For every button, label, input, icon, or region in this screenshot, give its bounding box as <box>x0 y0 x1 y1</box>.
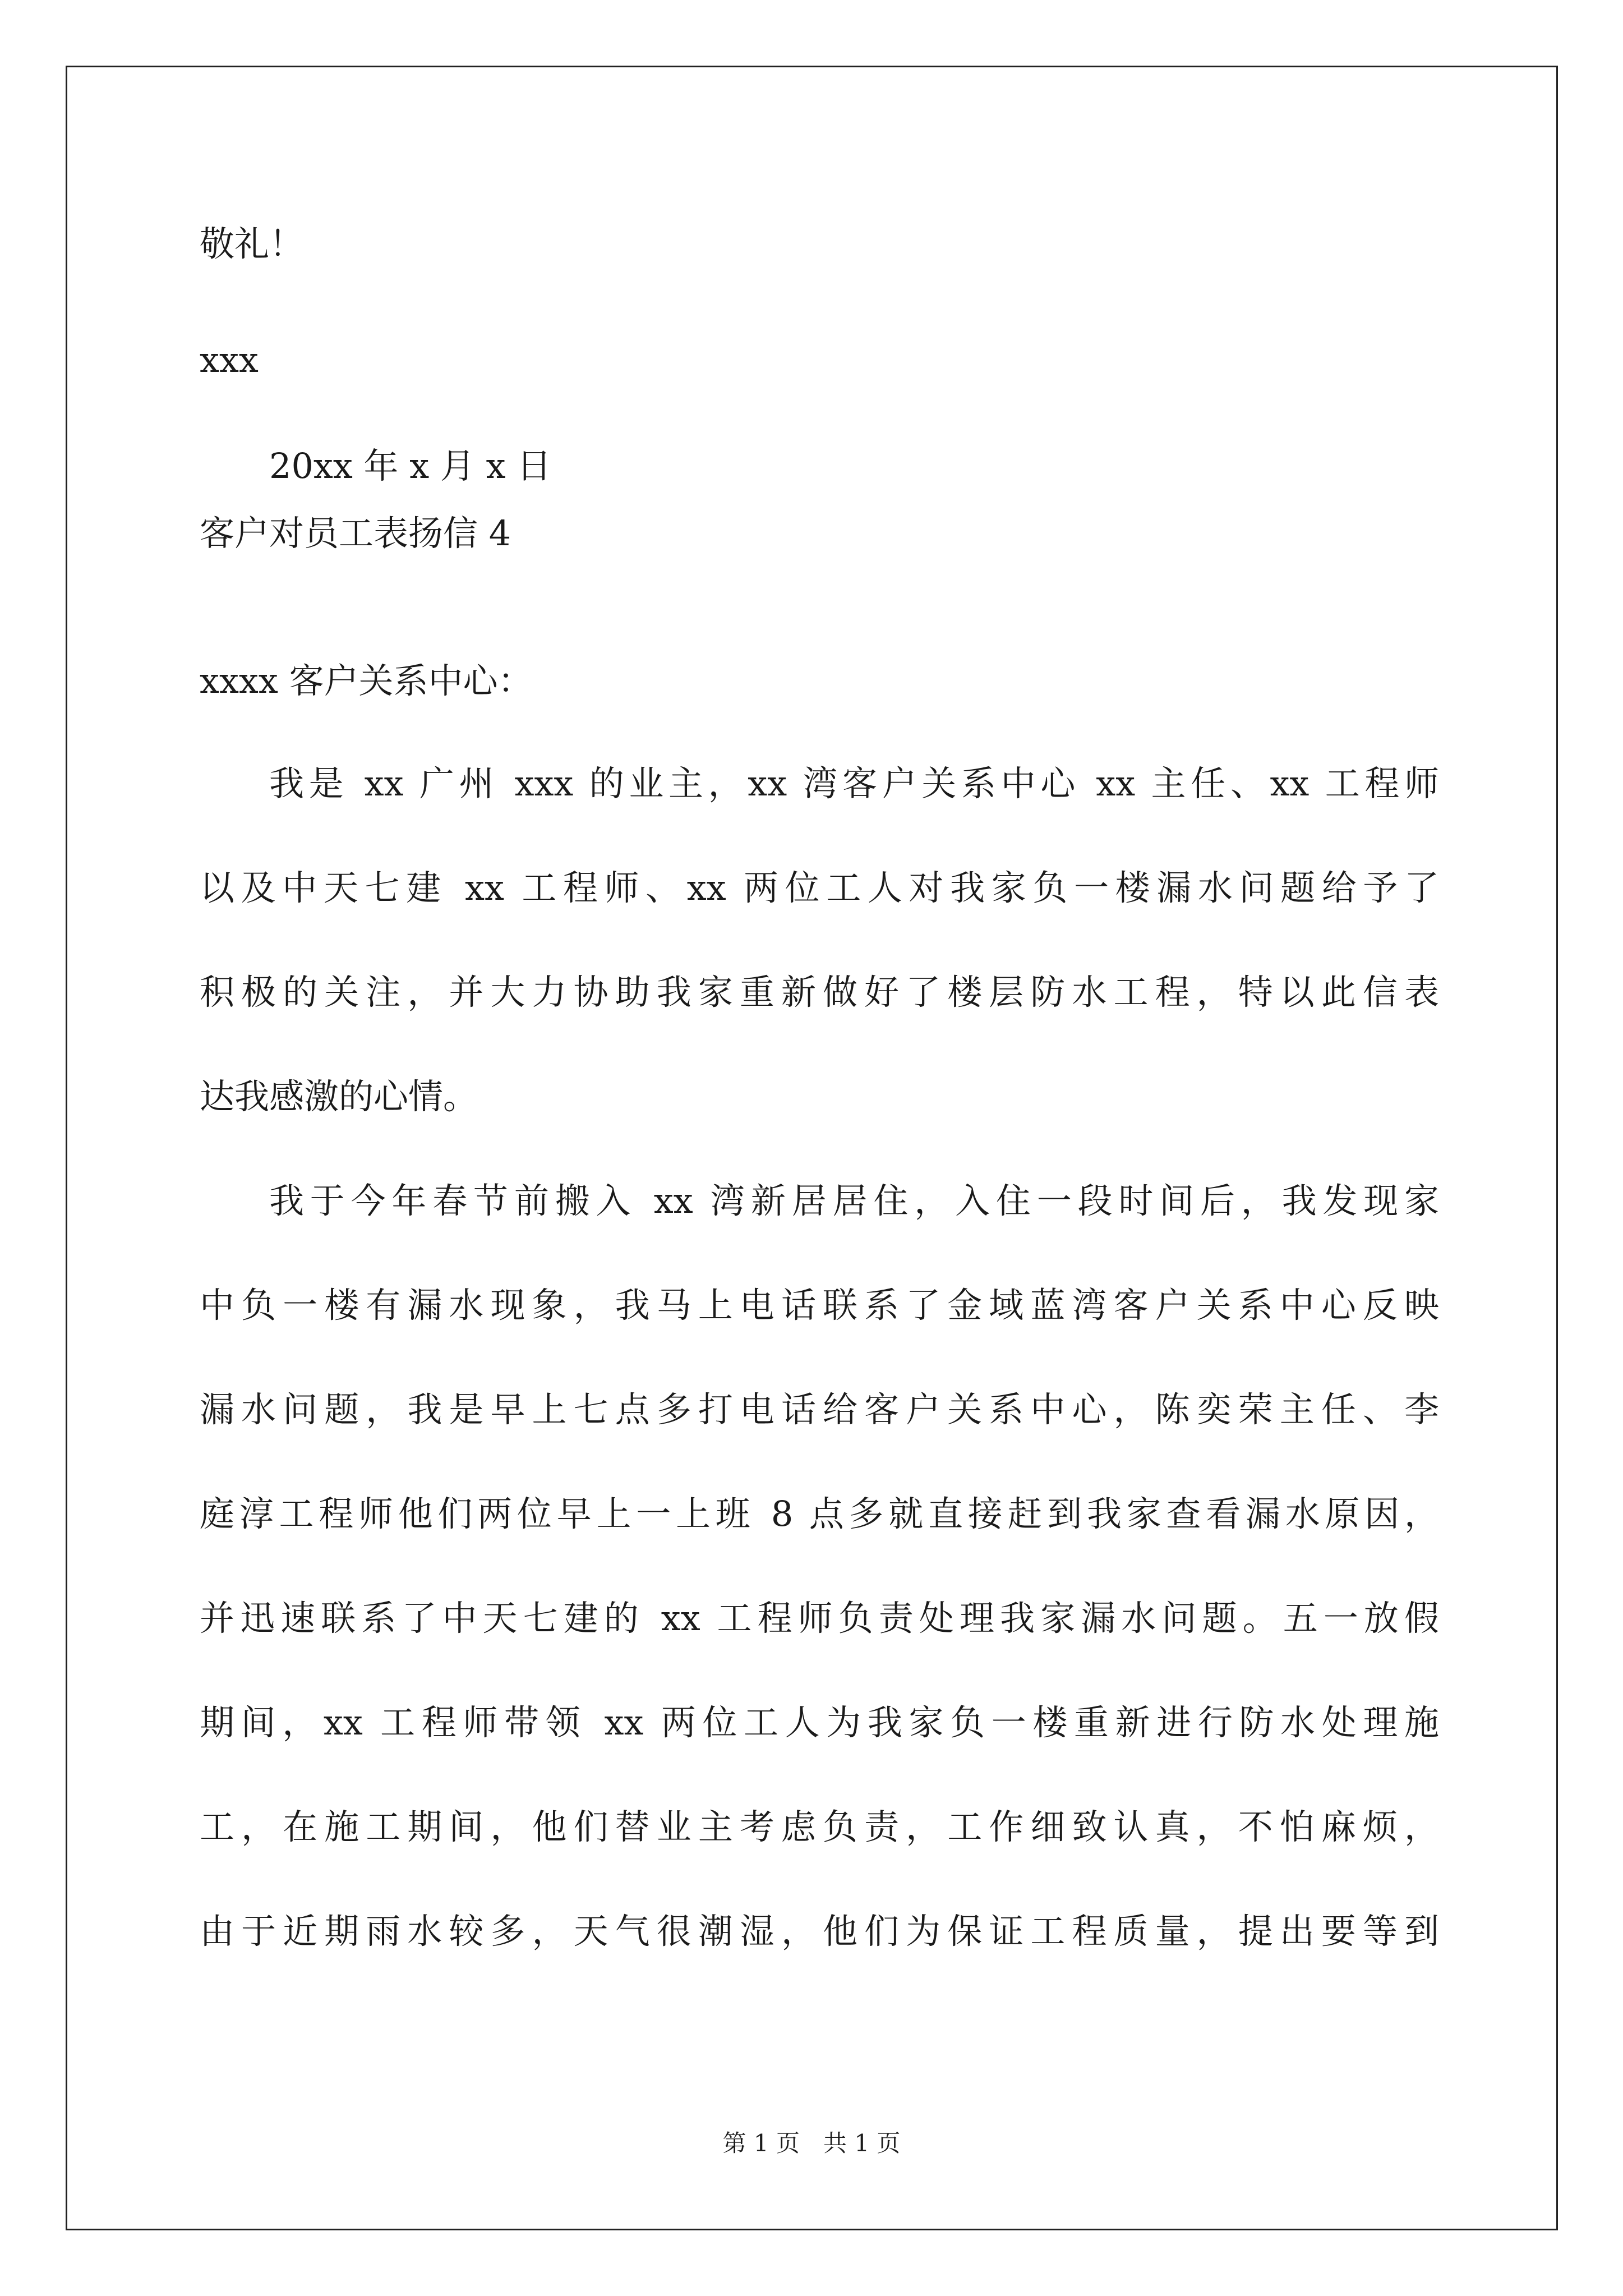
paragraph-2-line-2: 中负一楼有漏水现象，我马上电话联系了金域蓝湾客户关系中心反映 <box>200 1285 1439 1326</box>
paragraph-2-line-3: 漏水问题，我是早上七点多打电话给客户关系中心，陈奕荣主任、李 <box>200 1389 1439 1430</box>
letter-date: 20xx 年 x 月 x 日 <box>269 445 552 486</box>
paragraph-1-line-4: 达我感激的心情。 <box>200 1076 478 1117</box>
section-title: 客户对员工表扬信 4 <box>200 513 511 554</box>
paragraph-1-line-1: 我是 xx 广州 xxx 的业主，xx 湾客户关系中心 xx 主任、xx 工程师 <box>269 763 1439 804</box>
paragraph-2-line-5: 并迅速联系了中天七建的 xx 工程师负责处理我家漏水问题。五一放假 <box>200 1598 1439 1639</box>
page-number-footer: 第 1 页 共 1 页 <box>722 2129 901 2157</box>
paragraph-2-line-7: 工，在施工期间，他们替业主考虑负责，工作细致认真，不怕麻烦， <box>200 1806 1439 1847</box>
paragraph-1-line-3: 积极的关注，并大力协助我家重新做好了楼层防水工程，特以此信表 <box>200 972 1439 1013</box>
paragraph-2-line-1: 我于今年春节前搬入 xx 湾新居居住，入住一段时间后，我发现家 <box>269 1180 1439 1221</box>
closing-salutation: 敬礼！ <box>200 223 305 264</box>
paragraph-1-line-2: 以及中天七建 xx 工程师、xx 两位工人对我家负一楼漏水问题给予了 <box>200 867 1439 908</box>
paragraph-2-line-8: 由于近期雨水较多，天气很潮湿，他们为保证工程质量，提出要等到 <box>200 1911 1439 1952</box>
page-border <box>66 66 1558 2230</box>
paragraph-2-line-6: 期间，xx 工程师带领 xx 两位工人为我家负一楼重新进行防水处理施 <box>200 1702 1439 1743</box>
recipient-line: xxxx 客户关系中心： <box>200 660 533 701</box>
signature-name: xxx <box>200 339 259 380</box>
paragraph-2-line-4: 庭淳工程师他们两位早上一上班 8 点多就直接赶到我家查看漏水原因， <box>200 1493 1439 1534</box>
